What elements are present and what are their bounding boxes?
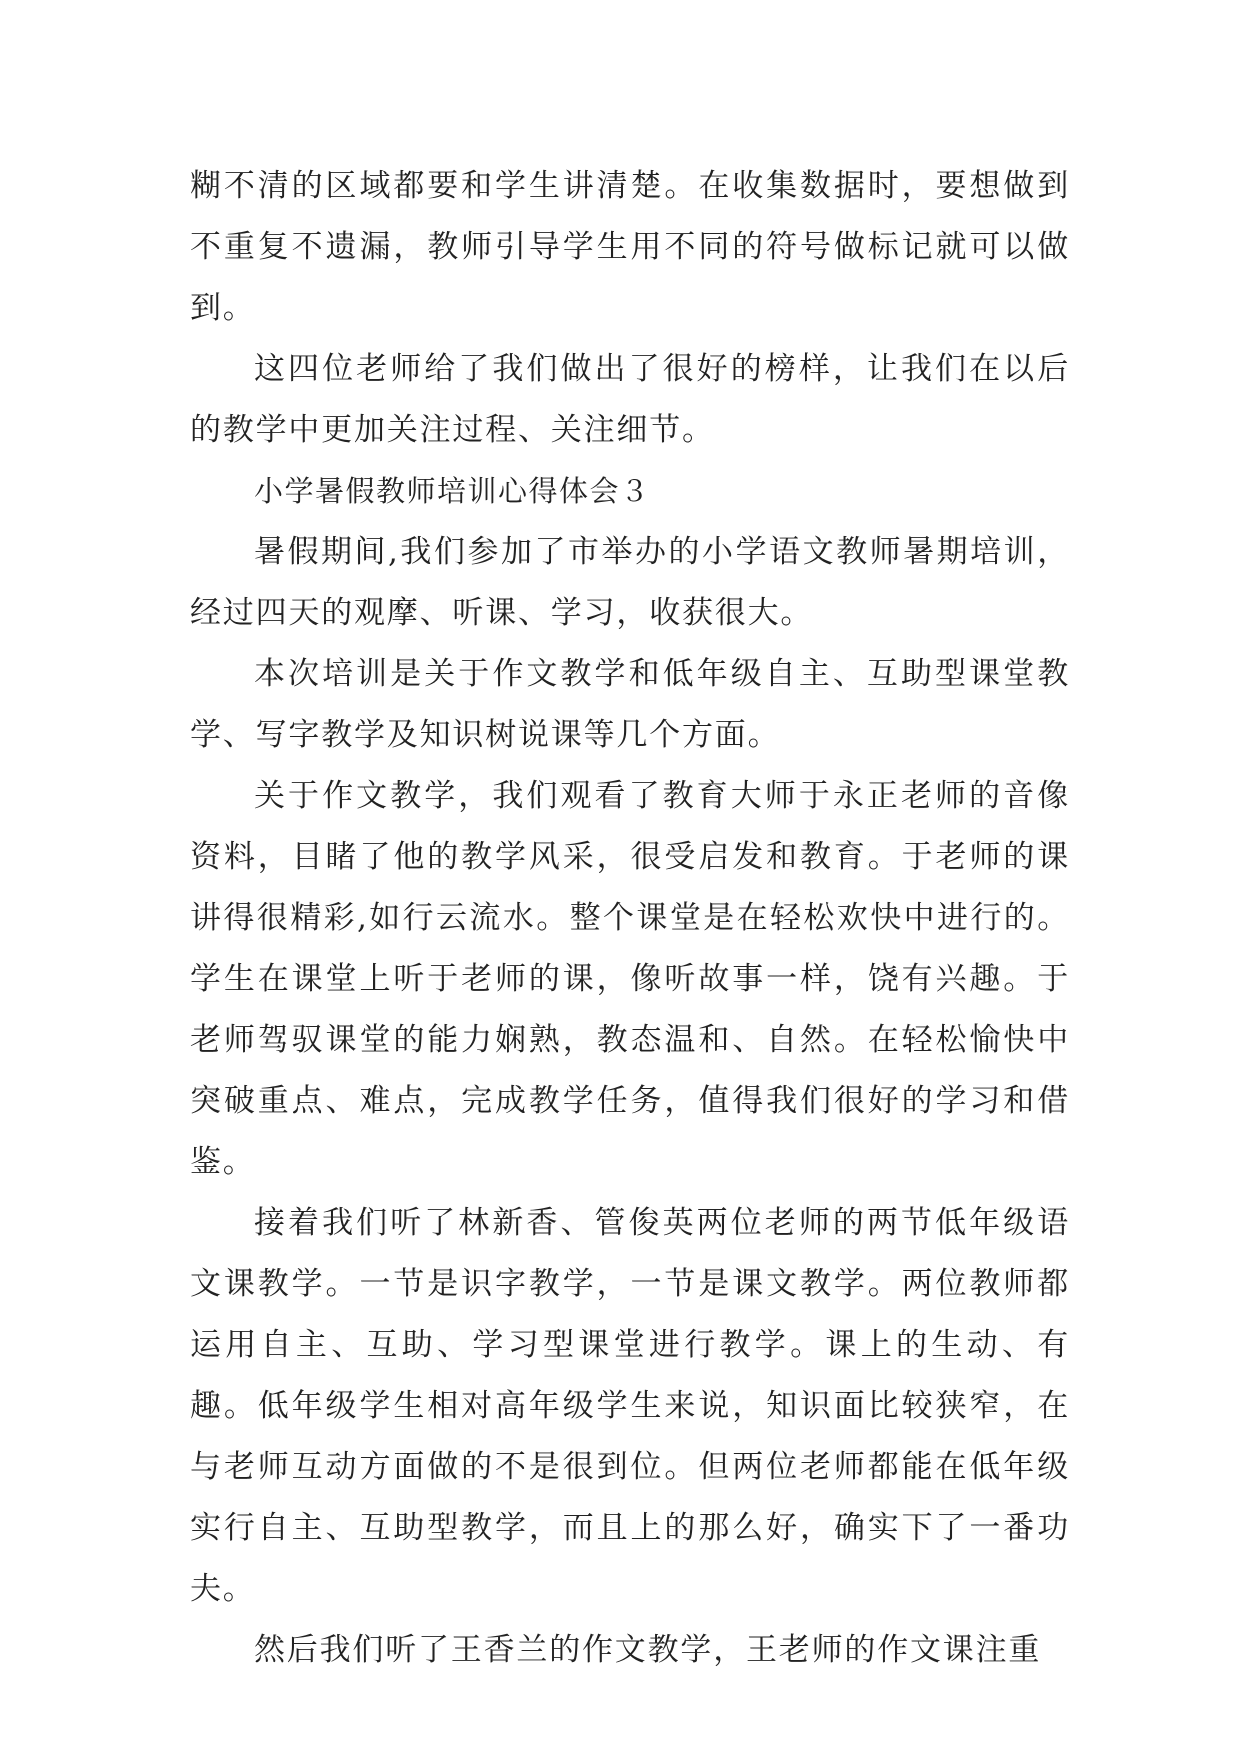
continued-paragraph: 糊不清的区域都要和学生讲清楚。在收集数据时，要想做到不重复不遗漏，教师引导学生用不同的符号做标记就可以做到。 xyxy=(190,168,1070,326)
paragraph-summer-training: 暑假期间,我们参加了市举办的小学语文教师暑期培训，经过四天的观摩、听课、学习，收获很大。 xyxy=(190,534,1070,631)
document-body xyxy=(190,156,1070,1681)
paragraph-training-topics: 本次培训是关于作文教学和低年级自主、互助型课堂教学、写字教学及知识树说课等几个方面。 xyxy=(190,656,1070,753)
paragraph-wang-composition: 然后我们听了王香兰的作文教学，王老师的作文课注重 xyxy=(254,1632,1042,1668)
paragraph-composition-teaching: 关于作文教学，我们观看了教育大师于永正老师的音像资料，目睹了他的教学风采，很受启发和教育。于老师的课讲得很精彩,如行云流水。整个课堂是在轻松欢快中进行的。学生在课堂上听于老师的课，像听故事一样，饶有兴趣。于老师驾驭课堂的能力娴熟，教态温和、自然。在轻松愉快中突破重点、难点，完成教学任务，值得我们很好的学习和借鉴。 xyxy=(190,778,1070,1180)
paragraph-teachers-example: 这四位老师给了我们做出了很好的榜样，让我们在以后的教学中更加关注过程、关注细节。 xyxy=(190,351,1070,448)
paragraph-lower-grade-lessons: 接着我们听了林新香、管俊英两位老师的两节低年级语文课教学。一节是识字教学，一节是课文教学。两位教师都运用自主、互助、学习型课堂进行教学。课上的生动、有趣。低年级学生相对高年级学生来说，知识面比较狭窄，在与老师互动方面做的不是很到位。但两位老师都能在低年级实行自主、互助型教学，而且上的那么好，确实下了一番功夫。 xyxy=(190,1205,1070,1607)
section-heading: 小学暑假教师培训心得体会３ xyxy=(254,474,651,508)
